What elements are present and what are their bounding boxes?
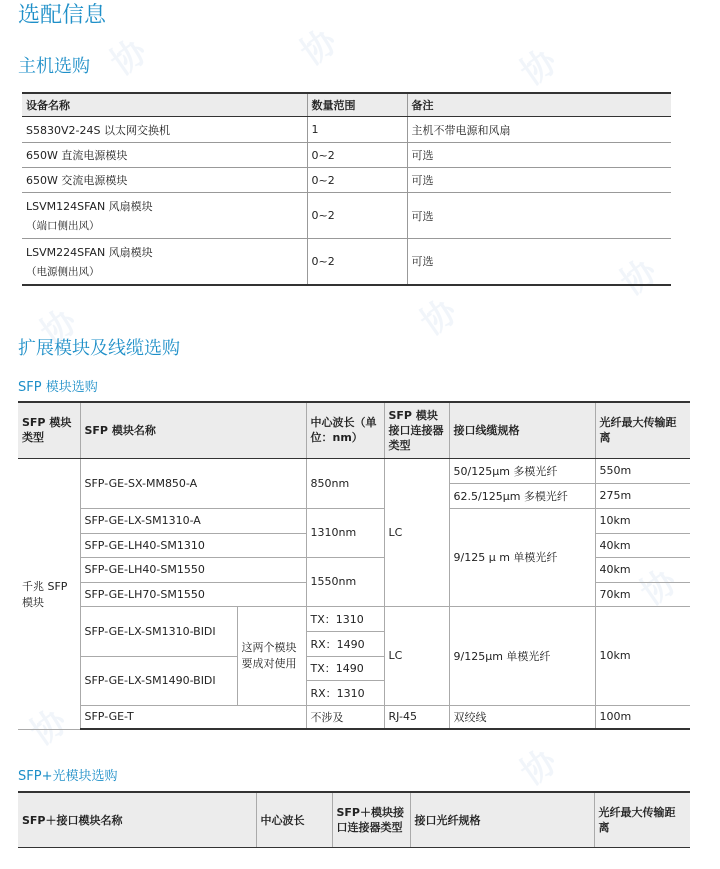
note: 可选 (407, 143, 671, 168)
device-name: S5830V2-24S 以太网交换机 (22, 117, 307, 143)
column-header: SFP＋接口模块名称 (18, 792, 256, 848)
wavelength: 不涉及 (306, 705, 384, 729)
qty-range: 0~2 (307, 143, 407, 168)
wavelength: 1550nm (306, 557, 384, 606)
module-name: SFP-GE-LX-SM1310-A (80, 508, 306, 533)
module-name: SFP-GE-LH70-SM1550 (80, 582, 306, 606)
cable-spec: 双绞线 (449, 705, 595, 729)
connector: LC (384, 458, 449, 606)
module-name: SFP-GE-LH40-SM1550 (80, 557, 306, 582)
cable-spec: 9/125μm 单模光纤 (449, 606, 595, 705)
note: 可选 (407, 168, 671, 193)
column-header-name: SFP 模块名称 (80, 402, 306, 458)
table-row (18, 606, 690, 631)
distance: 10km (595, 508, 690, 533)
device-name-line2: （端口侧出风） (26, 220, 100, 232)
column-header-cable: 接口线缆规格 (449, 402, 595, 458)
column-header: 光纤最大传输距离 (594, 792, 690, 848)
qty-range: 1 (307, 117, 407, 143)
device-name: 650W 交流电源模块 (22, 168, 307, 193)
device-name-line2: （电源侧出风） (26, 265, 100, 278)
device-name-line1: LSVM224SFAN 风扇模块 (26, 245, 153, 259)
wavelength: 850nm (306, 458, 384, 508)
table-row (18, 705, 690, 729)
cable-spec: 50/125μm 多模光纤 (449, 458, 595, 483)
column-header: SFP＋模块接口连接器类型 (332, 792, 410, 848)
table-row (18, 508, 690, 533)
distance: 100m (595, 705, 690, 729)
table-row (18, 458, 690, 483)
expansion-section-title: 扩展模块及线缆选购 (18, 338, 180, 359)
column-header: 设备名称 (22, 93, 307, 117)
device-name (22, 239, 307, 285)
qty-range: 0~2 (307, 239, 407, 285)
column-header-distance: 光纤最大传输距离 (595, 402, 690, 458)
column-header-wavelength: 中心波长（单位：nm） (306, 402, 384, 458)
column-header-connector: SFP 模块接口连接器类型 (384, 402, 449, 458)
host-section-title: 主机选购 (18, 56, 90, 77)
cable-spec: 9/125 μ m 单模光纤 (449, 508, 595, 606)
module-type: 千兆 SFP 模块 (18, 458, 80, 729)
qty-range: 0~2 (307, 193, 407, 239)
column-header: 备注 (407, 93, 671, 117)
table-row (22, 239, 671, 285)
device-name: 650W 直流电源模块 (22, 143, 307, 168)
wavelength: 1310nm (306, 508, 384, 557)
module-name: SFP-GE-LX-SM1310-BIDI (80, 606, 237, 656)
distance: 70km (595, 582, 690, 606)
table-header-row (18, 792, 690, 848)
wavelength-tx: TX：1490 (306, 656, 384, 680)
host-table (22, 92, 671, 286)
distance: 275m (595, 483, 690, 508)
module-name: SFP-GE-LX-SM1490-BIDI (80, 656, 237, 705)
table-header-row (18, 402, 690, 458)
distance: 550m (595, 458, 690, 483)
sfp-section-title: SFP 模块选购 (18, 380, 98, 395)
note: 可选 (407, 239, 671, 285)
distance: 10km (595, 606, 690, 705)
column-header: 中心波长 (256, 792, 332, 848)
device-name-line1: LSVM124SFAN 风扇模块 (26, 200, 153, 213)
connector: LC (384, 606, 449, 705)
distance: 40km (595, 557, 690, 582)
module-name: SFP-GE-SX-MM850-A (80, 458, 306, 508)
sfpplus-table (18, 791, 690, 848)
qty-range: 0~2 (307, 168, 407, 193)
cable-spec: 62.5/125μm 多模光纤 (449, 483, 595, 508)
note: 可选 (407, 193, 671, 239)
connector: RJ-45 (384, 705, 449, 729)
table-row (22, 168, 671, 193)
table-row (22, 117, 671, 143)
table-header-row (22, 93, 671, 117)
table-row (22, 143, 671, 168)
module-name: SFP-GE-LH40-SM1310 (80, 533, 306, 557)
distance: 40km (595, 533, 690, 557)
page-title: 选配信息 (18, 3, 107, 28)
column-header: 接口光纤规格 (410, 792, 594, 848)
sfpplus-section-title: SFP+光模块选购 (18, 769, 118, 784)
sfp-table (18, 401, 690, 730)
table-row (22, 193, 671, 239)
wavelength-rx: RX：1310 (306, 680, 384, 705)
wavelength-tx: TX：1310 (306, 606, 384, 631)
note: 主机不带电源和风扇 (407, 117, 671, 143)
column-header-type: SFP 模块类型 (18, 402, 80, 458)
column-header: 数量范围 (307, 93, 407, 117)
device-name (22, 193, 307, 239)
module-name: SFP-GE-T (80, 705, 306, 729)
wavelength-rx: RX：1490 (306, 631, 384, 656)
pair-note: 这两个模块要成对使用 (237, 606, 306, 705)
